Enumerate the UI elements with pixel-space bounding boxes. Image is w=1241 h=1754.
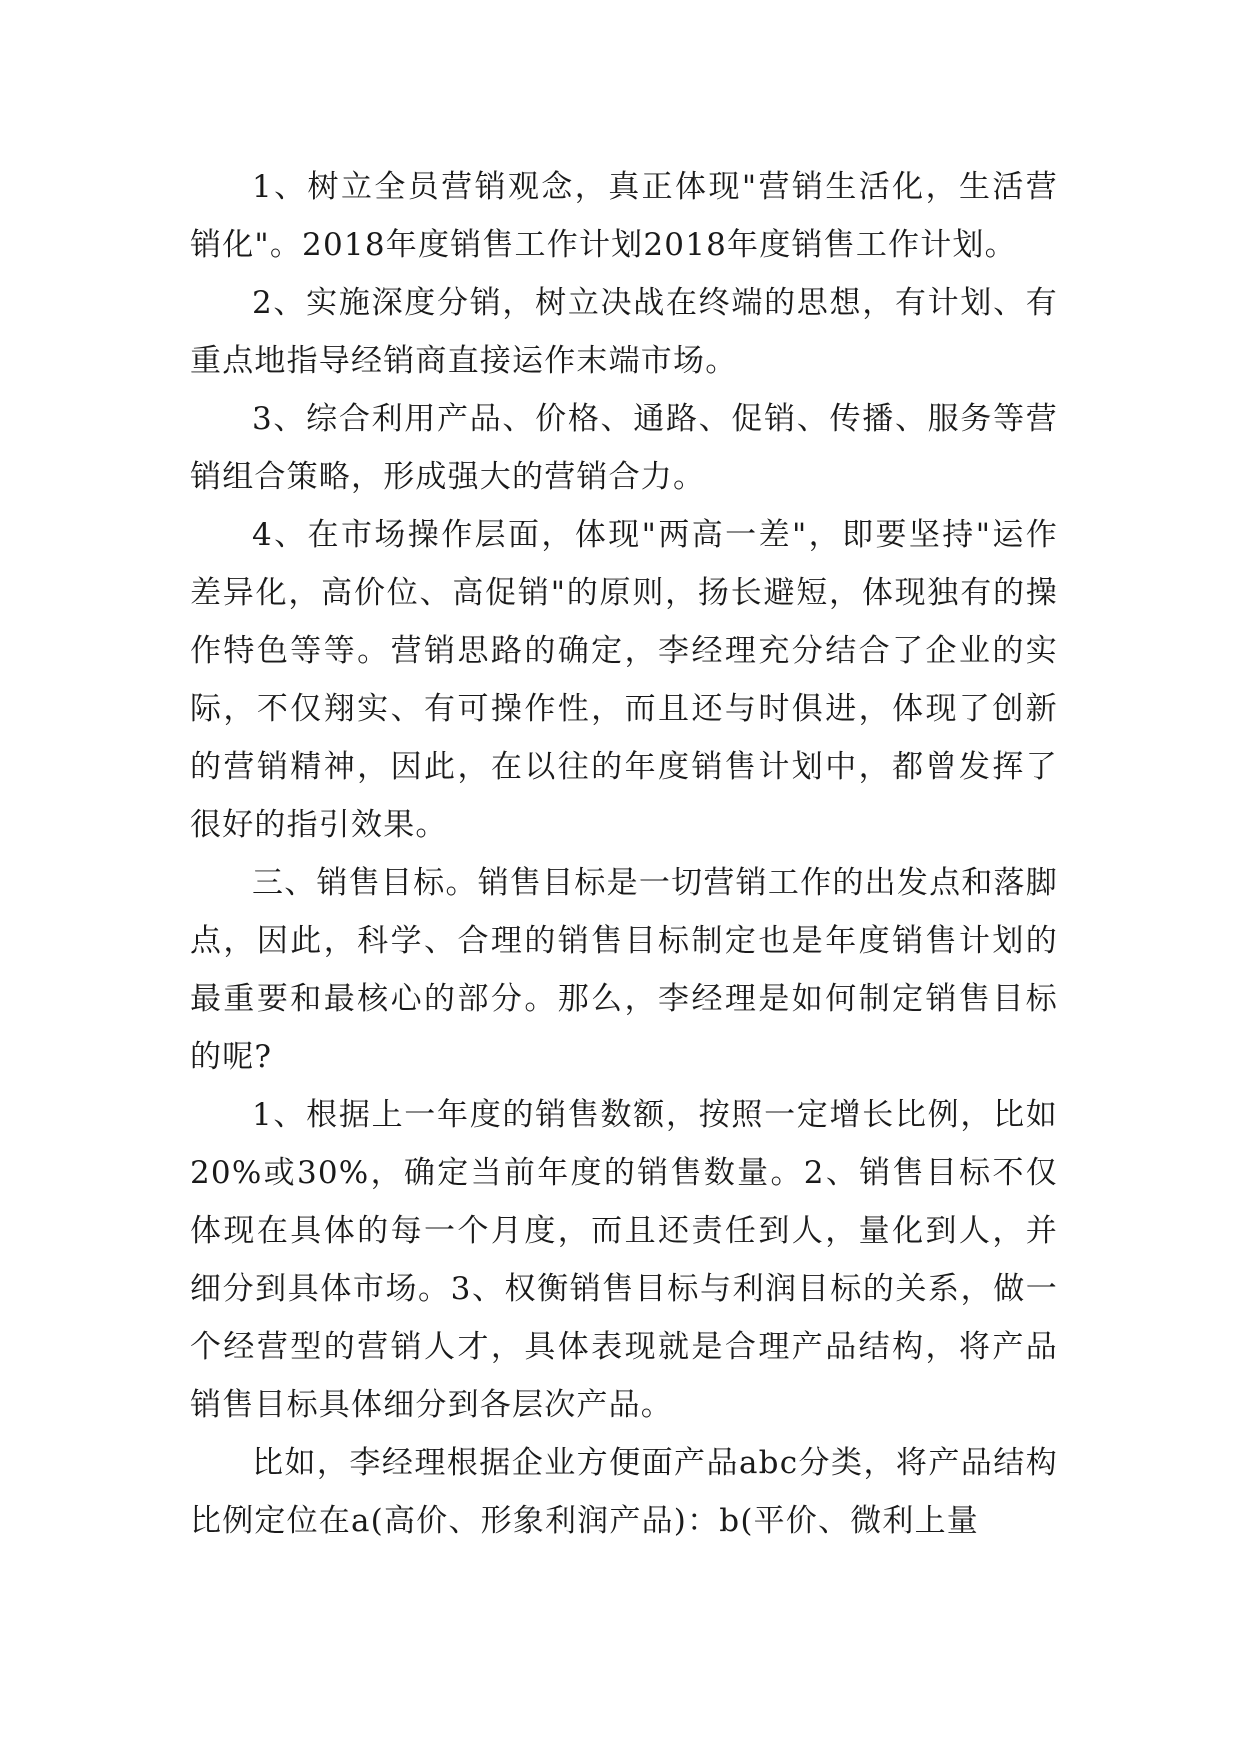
paragraph-3: 3、综合利用产品、价格、通路、促销、传播、服务等营销组合策略，形成强大的营销合力。: [190, 401, 1058, 495]
document-body: [190, 158, 1058, 1550]
paragraph-4: 4、在市场操作层面，体现"两高一差"，即要坚持"运作差异化，高价位、高促销"的原则，扬长避短，体现独有的操作特色等等。营销思路的确定，李经理充分结合了企业的实际，不仅翔实、有可操作性，而且还与时俱进，体现了创新的营销精神，因此，在以往的年度销售计划中，都曾发挥了很好的指引效果。: [190, 517, 1058, 843]
paragraph-5: 三、销售目标。销售目标是一切营销工作的出发点和落脚点，因此，科学、合理的销售目标制定也是年度销售计划的最重要和最核心的部分。那么，李经理是如何制定销售目标的呢?: [190, 865, 1058, 1075]
paragraph-6: 1、根据上一年度的销售数额，按照一定增长比例，比如20%或30%，确定当前年度的销售数量。2、销售目标不仅体现在具体的每一个月度，而且还责任到人，量化到人，并细分到具体市场。3、权衡销售目标与利润目标的关系，做一个经营型的营销人才，具体表现就是合理产品结构，将产品销售目标具体细分到各层次产品。: [190, 1097, 1058, 1423]
paragraph-1: 1、树立全员营销观念，真正体现"营销生活化，生活营销化"。2018年度销售工作计划2018年度销售工作计划。: [190, 169, 1058, 263]
paragraph-7: 比如，李经理根据企业方便面产品abc分类，将产品结构比例定位在a(高价、形象利润产品)：b(平价、微利上量: [190, 1445, 1058, 1539]
paragraph-2: 2、实施深度分销，树立决战在终端的思想，有计划、有重点地指导经销商直接运作末端市场。: [190, 285, 1058, 379]
